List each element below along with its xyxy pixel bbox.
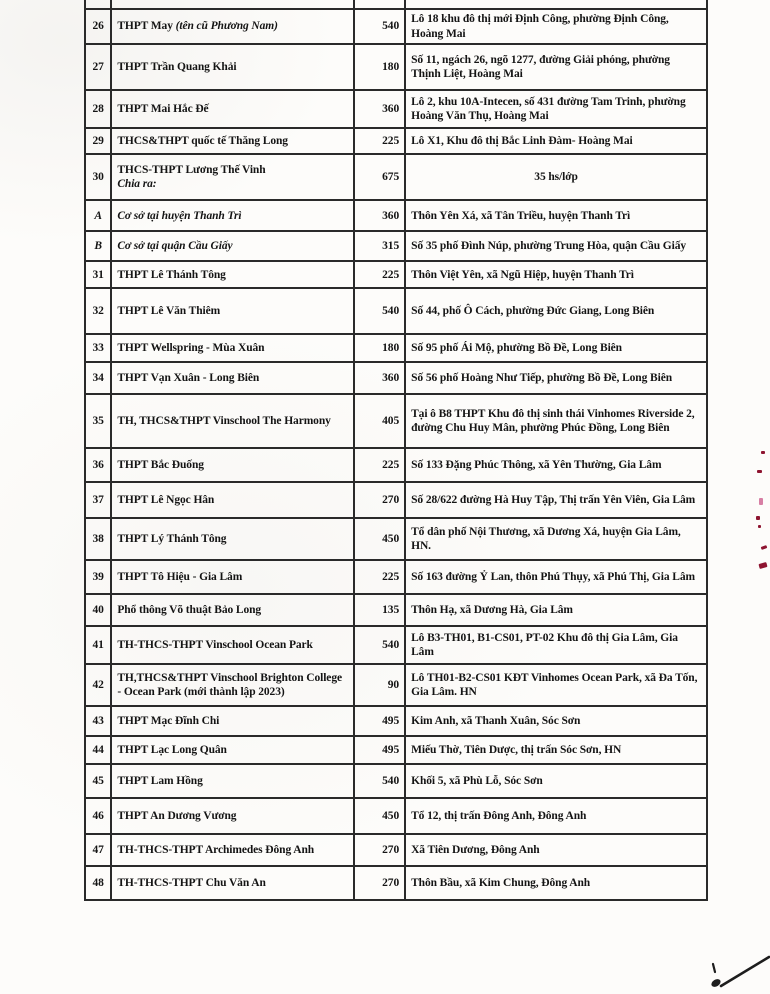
quota-cell: 180: [354, 44, 405, 90]
address-cell: Lô X1, Khu đô thị Bắc Linh Đàm- Hoàng Mai: [405, 128, 707, 154]
school-name: THPT Mạc Đĩnh Chi: [117, 715, 220, 728]
quota-cell: 315: [354, 231, 405, 261]
school-name: TH, THCS&THPT Vinschool The Harmony: [117, 415, 331, 428]
quota-cell: 540: [354, 288, 405, 334]
school-name: THPT Lạc Long Quân: [117, 744, 227, 757]
school-name: THPT Lý Thánh Tông: [117, 533, 227, 546]
school-name-cell: [111, 664, 354, 706]
table-row: [85, 866, 707, 900]
table-row: [85, 706, 707, 736]
school-name-cell: [111, 231, 354, 261]
table-row: [85, 664, 707, 706]
school-name-cell: [111, 518, 354, 560]
quota-cell: 270: [354, 482, 405, 518]
school-name: THPT Vạn Xuân - Long Biên: [117, 372, 260, 385]
row-number-cell: 36: [85, 448, 111, 482]
partial-cutoff-row: [85, 0, 707, 9]
address-cell: Tại ô B8 THPT Khu đô thị sinh thái Vinhomes Riverside 2, đường Chu Huy Mân, phường Phúc Đồng, Long Biên: [405, 394, 707, 448]
school-name: THPT Mai Hắc Đế: [117, 103, 209, 116]
table-row: [85, 334, 707, 362]
school-name-cell: [111, 9, 354, 44]
school-name: THPT Lê Thánh Tông: [117, 268, 226, 281]
row-number-cell: 33: [85, 334, 111, 362]
quota-cell: 360: [354, 362, 405, 394]
row-number-cell: B: [85, 231, 111, 261]
table-row: [85, 200, 707, 231]
address-cell: Lô B3-TH01, B1-CS01, PT-02 Khu đô thị Gia Lâm, Gia Lâm: [405, 626, 707, 664]
school-name: TH-THCS-THPT Archimedes Đông Anh: [117, 844, 315, 857]
school-name-cell: [111, 706, 354, 736]
school-name: THPT Bắc Đuống: [117, 459, 204, 472]
quota-cell: 540: [354, 626, 405, 664]
address-cell: Số 44, phố Ô Cách, phường Đức Giang, Long Biên: [405, 288, 707, 334]
address-cell: Số 28/622 đường Hà Huy Tập, Thị trấn Yên Viên, Gia Lâm: [405, 482, 707, 518]
school-name-cell: [111, 362, 354, 394]
row-number-cell: 47: [85, 834, 111, 866]
red-ink-dot: [758, 525, 761, 528]
school-name-cell: [111, 44, 354, 90]
table-body: [85, 0, 707, 900]
school-name-cell: [111, 594, 354, 626]
address-cell: Thôn Bầu, xã Kim Chung, Đông Anh: [405, 866, 707, 900]
school-name: Phổ thông Võ thuật Bảo Long: [117, 604, 262, 617]
quota-cell: 405: [354, 394, 405, 448]
school-name: THCS&THPT quốc tế Thăng Long: [117, 135, 288, 148]
quota-cell: 225: [354, 560, 405, 594]
row-number-cell: 37: [85, 482, 111, 518]
row-number-cell: 43: [85, 706, 111, 736]
quota-cell: 360: [354, 200, 405, 231]
table-row: [85, 834, 707, 866]
school-name: TH-THCS-THPT Vinschool Ocean Park: [117, 639, 313, 652]
quota-cell: 540: [354, 764, 405, 798]
table-row: [85, 594, 707, 626]
address-cell: Thôn Hạ, xã Dương Hà, Gia Lâm: [405, 594, 707, 626]
quota-cell: 90: [354, 664, 405, 706]
table-row: [85, 44, 707, 90]
red-ink-dot: [756, 516, 760, 520]
school-name-cell: [111, 394, 354, 448]
row-number-cell: 32: [85, 288, 111, 334]
address-cell: Số 56 phố Hoàng Như Tiếp, phường Bồ Đề, Long Biên: [405, 362, 707, 394]
row-number-cell: 48: [85, 866, 111, 900]
pen-mark: [690, 940, 770, 994]
quota-cell: 180: [354, 334, 405, 362]
school-name: THPT Trần Quang Khải: [117, 61, 237, 74]
table-row: [85, 362, 707, 394]
row-number-cell: 38: [85, 518, 111, 560]
school-name-cell: [111, 200, 354, 231]
school-name-cell: [111, 0, 354, 9]
table-row: [85, 626, 707, 664]
address-cell: Lô 2, khu 10A-Intecen, số 431 đường Tam Trinh, phường Hoàng Văn Thụ, Hoàng Mai: [405, 90, 707, 128]
quota-cell: 495: [354, 736, 405, 764]
quota-cell: 495: [354, 706, 405, 736]
address-cell: Lô 18 khu đô thị mới Định Công, phường Định Công, Hoàng Mai: [405, 9, 707, 44]
school-name-former: (tên cũ Phương Nam): [175, 20, 278, 33]
school-name: TH,THCS&THPT Vinschool Brighton College - Ocean Park (mới thành lập 2023): [117, 671, 342, 699]
row-number-cell: 45: [85, 764, 111, 798]
red-ink-dash: [761, 545, 768, 550]
row-number-cell: 27: [85, 44, 111, 90]
address-cell: Số 163 đường Ỷ Lan, thôn Phú Thụy, xã Phú Thị, Gia Lâm: [405, 560, 707, 594]
row-number-cell: 40: [85, 594, 111, 626]
school-name-cell: [111, 288, 354, 334]
address-cell: Miếu Thờ, Tiên Dược, thị trấn Sóc Sơn, HN: [405, 736, 707, 764]
address-cell: Tổ dân phố Nội Thương, xã Dương Xá, huyện Gia Lâm, HN.: [405, 518, 707, 560]
school-name-cell: [111, 560, 354, 594]
table-row: [85, 394, 707, 448]
table-row: [85, 798, 707, 834]
row-number-cell: A: [85, 200, 111, 231]
school-name-cell: [111, 334, 354, 362]
school-name: THPT Lam Hồng: [117, 775, 203, 788]
school-name: THPT Lê Văn Thiêm: [117, 305, 221, 318]
quota-cell: 360: [354, 90, 405, 128]
pen-tick: [713, 964, 715, 972]
pink-ink-smudge: [759, 498, 763, 505]
table-row: [85, 518, 707, 560]
school-name: THPT An Dương Vương: [117, 810, 237, 823]
school-name-cell: [111, 90, 354, 128]
school-name-cell: [111, 764, 354, 798]
address-cell: Khối 5, xã Phù Lỗ, Sóc Sơn: [405, 764, 707, 798]
quota-cell: 675: [354, 154, 405, 200]
row-number-cell: 29: [85, 128, 111, 154]
table-row: [85, 90, 707, 128]
address-cell: Tổ 12, thị trấn Đông Anh, Đông Anh: [405, 798, 707, 834]
school-quota-table: [84, 0, 708, 901]
address-cell: Số 133 Đặng Phúc Thông, xã Yên Thường, Gia Lâm: [405, 448, 707, 482]
school-name: THPT Lê Ngọc Hân: [117, 494, 215, 507]
table-row: [85, 560, 707, 594]
row-number-cell: 39: [85, 560, 111, 594]
school-name: THPT Wellspring - Mùa Xuân: [117, 342, 265, 355]
quota-cell: 270: [354, 866, 405, 900]
school-name: TH-THCS-THPT Chu Văn An: [117, 877, 266, 890]
school-name: Cơ sở tại quận Cầu Giấy: [117, 240, 233, 253]
quota-cell: 225: [354, 128, 405, 154]
red-ink-dot: [757, 470, 762, 473]
school-name: THPT Tô Hiệu - Gia Lâm: [117, 571, 243, 584]
address-cell: Kim Anh, xã Thanh Xuân, Sóc Sơn: [405, 706, 707, 736]
row-number-cell: [85, 0, 111, 9]
school-name-cell: [111, 736, 354, 764]
school-name-cell: [111, 261, 354, 288]
table-row: [85, 261, 707, 288]
address-cell: 35 hs/lớp: [405, 154, 707, 200]
quota-cell: 270: [354, 834, 405, 866]
table-row: [85, 764, 707, 798]
red-ink-blob: [758, 562, 767, 569]
table-row: [85, 9, 707, 44]
row-number-cell: 41: [85, 626, 111, 664]
address-cell: Thôn Yên Xá, xã Tân Triều, huyện Thanh Trì: [405, 200, 707, 231]
school-name-cell: [111, 482, 354, 518]
table-row: [85, 154, 707, 200]
pen-stroke: [721, 957, 769, 986]
table-row: [85, 128, 707, 154]
quota-cell: 540: [354, 9, 405, 44]
quota-cell: 225: [354, 261, 405, 288]
row-number-cell: 46: [85, 798, 111, 834]
address-cell: Số 95 phố Ái Mộ, phường Bồ Đề, Long Biên: [405, 334, 707, 362]
school-name-cell: [111, 626, 354, 664]
quota-cell: 135: [354, 594, 405, 626]
school-name: THCS-THPT Lương Thế Vinh: [117, 163, 266, 176]
table-row: [85, 288, 707, 334]
row-number-cell: 31: [85, 261, 111, 288]
school-name-cell: [111, 154, 354, 200]
quota-cell: 450: [354, 798, 405, 834]
red-ink-dot: [761, 451, 765, 454]
address-cell: Thôn Việt Yên, xã Ngũ Hiệp, huyện Thanh Trì: [405, 261, 707, 288]
address-cell: Xã Tiên Dương, Đông Anh: [405, 834, 707, 866]
address-cell: Số 11, ngách 26, ngõ 1277, đường Giải phóng, phường Thịnh Liệt, Hoàng Mai: [405, 44, 707, 90]
address-cell: Số 35 phố Đình Núp, phường Trung Hòa, quận Cầu Giấy: [405, 231, 707, 261]
table-row: [85, 448, 707, 482]
school-name-cell: [111, 866, 354, 900]
address-cell: [405, 0, 707, 9]
table-row: [85, 482, 707, 518]
row-number-cell: 42: [85, 664, 111, 706]
school-name: THPT May: [117, 20, 176, 33]
table-row: [85, 736, 707, 764]
table-row: [85, 231, 707, 261]
school-name-cell: [111, 128, 354, 154]
row-number-cell: 26: [85, 9, 111, 44]
address-cell: Lô TH01-B2-CS01 KĐT Vinhomes Ocean Park, xã Đa Tốn, Gia Lâm. HN: [405, 664, 707, 706]
school-name-cell: [111, 448, 354, 482]
quota-cell: 450: [354, 518, 405, 560]
row-number-cell: 28: [85, 90, 111, 128]
school-name: Cơ sở tại huyện Thanh Trì: [117, 209, 242, 222]
school-name-cell: [111, 834, 354, 866]
row-number-cell: 30: [85, 154, 111, 200]
row-number-cell: 44: [85, 736, 111, 764]
school-name-cell: [111, 798, 354, 834]
quota-cell: 225: [354, 448, 405, 482]
school-name-note: Chia ra:: [117, 178, 157, 191]
quota-cell: [354, 0, 405, 9]
row-number-cell: 34: [85, 362, 111, 394]
row-number-cell: 35: [85, 394, 111, 448]
